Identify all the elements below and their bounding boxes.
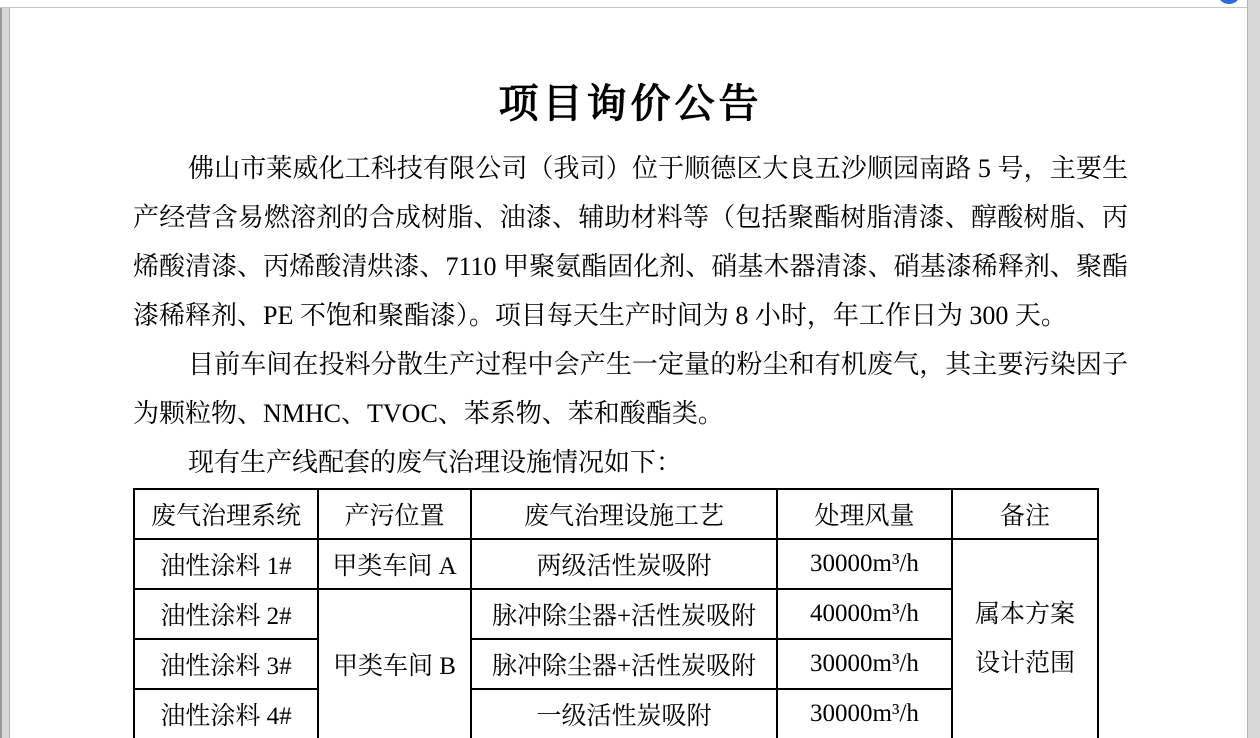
cell-airflow: 30000m³/h: [777, 539, 952, 589]
cell-system: 油性涂料 1#: [134, 539, 318, 589]
cell-airflow: 40000m³/h: [777, 589, 952, 639]
document-title: 项目询价公告: [498, 81, 763, 126]
page-right-gutter: [1247, 0, 1260, 738]
cell-location: 甲类车间 A: [318, 539, 471, 589]
cell-airflow: 30000m³/h: [777, 639, 952, 689]
cell-process: 脉冲除尘器+活性炭吸附: [471, 589, 777, 639]
table-row: [134, 539, 1098, 589]
page-top-edge-line: [0, 7, 1248, 8]
header-system: 废气治理系统: [134, 489, 318, 539]
header-location: 产污位置: [318, 489, 471, 539]
header-process: 废气治理设施工艺: [471, 489, 777, 539]
cell-system: 油性涂料 2#: [134, 589, 318, 639]
waste-gas-treatment-table: [133, 488, 1099, 738]
header-remark: 备注: [952, 489, 1098, 539]
cell-remark-merged: [952, 539, 1098, 738]
cell-process: 脉冲除尘器+活性炭吸附: [471, 639, 777, 689]
document-content: [133, 8, 1128, 738]
header-airflow: 处理风量: [777, 489, 952, 539]
paragraph-company-intro: 佛山市莱威化工科技有限公司（我司）位于顺德区大良五沙顺园南路 5 号，主要生产经营含易燃溶剂的合成树脂、油漆、辅助材料等（包括聚酯树脂清漆、醇酸树脂、丙烯酸清漆、丙烯酸清烘漆、7110 甲聚氨酯固化剂、硝基木器清漆、硝基漆稀释剂、聚酯漆稀释剂、PE 不饱和聚酯漆）。项目每天生产时间为 8 小时，年工作日为 300 天。: [133, 154, 1128, 330]
remark-line-2: 设计范围: [974, 650, 1075, 677]
floating-scroll-button[interactable]: [1217, 0, 1241, 4]
cell-process: 一级活性炭吸附: [471, 689, 777, 738]
cell-system: 油性涂料 3#: [134, 639, 318, 689]
cell-location-merged: 甲类车间 B: [318, 589, 471, 738]
paragraph-pollution-factors: 目前车间在投料分散生产过程中会产生一定量的粉尘和有机废气，其主要污染因子为颗粒物、NMHC、TVOC、苯系物、苯和酸酯类。: [133, 350, 1128, 428]
paragraph-table-intro: 现有生产线配套的废气治理设施情况如下：: [188, 448, 683, 477]
page-left-gutter: [0, 8, 10, 738]
cell-system: 油性涂料 4#: [134, 689, 318, 738]
remark-line-1: 属本方案: [974, 601, 1075, 628]
cell-process: 两级活性炭吸附: [471, 539, 777, 589]
cell-airflow: 30000m³/h: [777, 689, 952, 738]
document-page[interactable]: [10, 8, 1247, 738]
table-header-row: [134, 489, 1098, 539]
